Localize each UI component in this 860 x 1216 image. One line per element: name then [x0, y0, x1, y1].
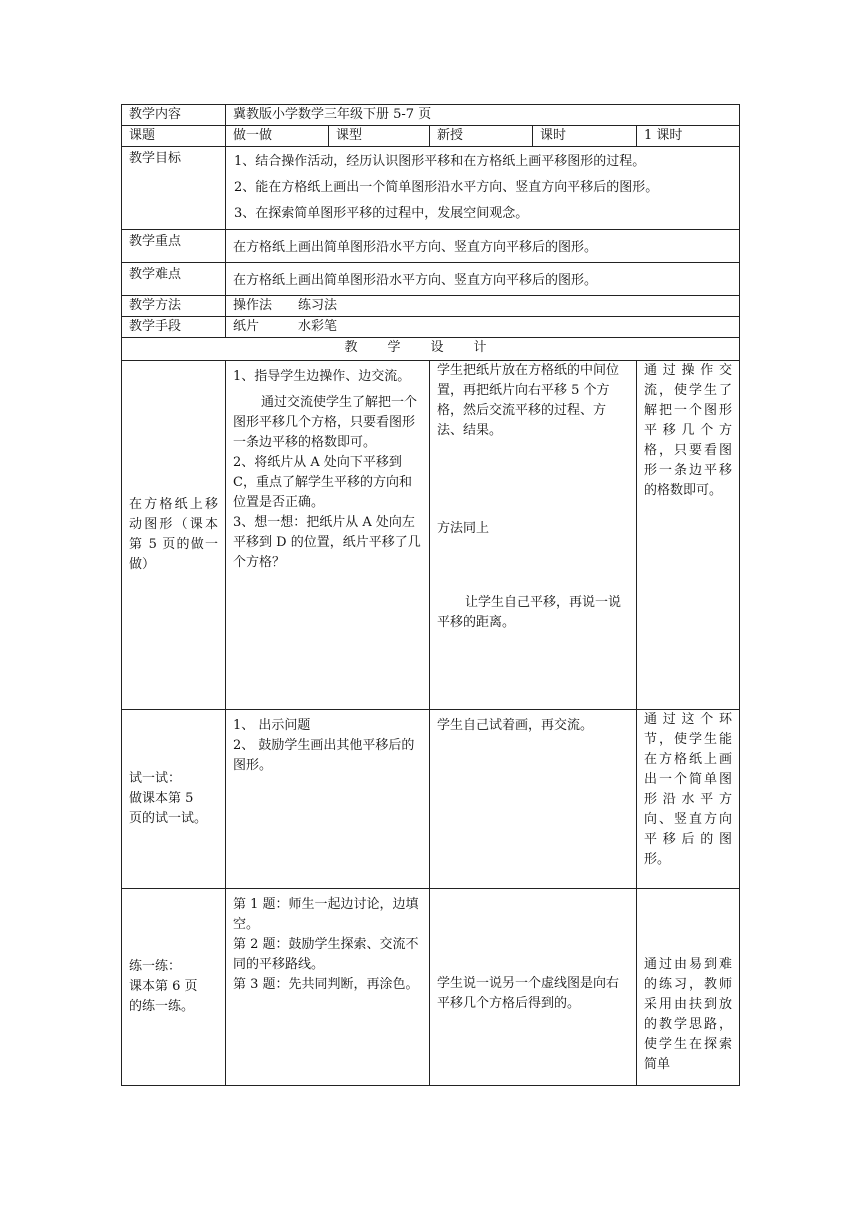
section-row [122, 710, 740, 889]
row-topic [122, 126, 740, 147]
row-method [122, 296, 740, 317]
row-content [122, 105, 740, 126]
teacher-activity [226, 710, 430, 889]
difficulty-label: 教学难点 [122, 263, 226, 296]
design-intent: 通过操作交流，使学生了解把一个图形平移几个方格，只要看图形一条边平移的格数即可。 [637, 361, 740, 710]
section-row [122, 889, 740, 1086]
student-step: 学生把纸片放在方格纸的中间位置，再把纸片向右平移 5 个方格，然后交流平移的过程、方法、结果。 [437, 363, 620, 438]
key-point-label: 教学重点 [122, 230, 226, 263]
teacher-step: 第 1 题：师生一起边讨论，边填空。 [233, 897, 419, 932]
goals-list [226, 147, 740, 230]
row-key-point [122, 230, 740, 263]
teacher-step: 通过交流使学生了解把一个图形平移几个方格，只要看图形一条边平移的格数即可。 [233, 395, 418, 450]
design-intent: 通过这个环节，使学生能在方格纸上画出一个简单图形沿水平方向、竖直方向平移后的图形。 [637, 710, 740, 889]
section-label-line: 的练一练。 [129, 999, 195, 1014]
teacher-step: 1、指导学生边操作、边交流。 [233, 369, 411, 384]
hours-value: 1 课时 [637, 126, 740, 147]
teacher-step: 2、 鼓励学生画出其他平移后的图形。 [233, 738, 415, 773]
content-value: 冀教版小学数学三年级下册 5-7 页 [226, 105, 740, 126]
section-label-line: 页的试一试。 [129, 811, 208, 826]
method-value: 操作法 练习法 [226, 296, 740, 317]
section-label: 在方格纸上移动图形（课本第 5 页的做一做） [122, 361, 226, 710]
lesson-plan-table [121, 104, 740, 1086]
design-title: 教学设计 [122, 338, 740, 361]
type-value: 新授 [430, 126, 533, 147]
section-label-line: 练一练： [129, 959, 182, 974]
row-difficulty [122, 263, 740, 296]
student-step: 学生自己试着画，再交流。 [437, 718, 594, 733]
teacher-step: 3、想一想：把纸片从 A 处向左平移到 D 的位置，纸片平移了几个方格？ [233, 515, 421, 570]
type-label: 课型 [329, 126, 430, 147]
goal-item: 2、能在方格纸上画出一个简单图形沿水平方向、竖直方向平移后的图形。 [234, 180, 659, 195]
goals-label: 教学目标 [122, 147, 226, 230]
goal-item: 3、在探索简单图形平移的过程中，发展空间观念。 [234, 206, 529, 221]
row-design-title [122, 338, 740, 361]
student-activity [430, 361, 637, 710]
content-label: 教学内容 [122, 105, 226, 126]
goal-item: 1、结合操作活动，经历认识图形平移和在方格纸上画平移图形的过程。 [234, 154, 646, 169]
teacher-activity [226, 361, 430, 710]
teacher-activity [226, 889, 430, 1086]
means-label: 教学手段 [122, 317, 226, 338]
section-label [122, 889, 226, 1086]
student-activity [430, 710, 637, 889]
topic-label: 课题 [122, 126, 226, 147]
teacher-step: 1、 出示问题 [233, 718, 311, 733]
teacher-step: 第 2 题：鼓励学生探索、交流不同的平移路线。 [233, 937, 419, 972]
student-activity [430, 889, 637, 1086]
student-step: 学生说一说另一个虚线图是向右平移几个方格后得到的。 [437, 976, 620, 1011]
means-value: 纸片 水彩笔 [226, 317, 740, 338]
design-intent: 通过由易到难的练习，教师采用由扶到放的教学思路，使学生在探索简单 [637, 889, 740, 1086]
row-means [122, 317, 740, 338]
row-goals [122, 147, 740, 230]
section-label [122, 710, 226, 889]
difficulty-value: 在方格纸上画出简单图形沿水平方向、竖直方向平移后的图形。 [226, 263, 740, 296]
section-label-line: 试一试： [129, 771, 182, 786]
student-step: 方法同上 [437, 521, 490, 536]
teacher-step: 2、将纸片从 A 处向下平移到 C，重点了解学生平移的方向和位置是否正确。 [233, 455, 412, 510]
section-label-line: 做课本第 5 [129, 791, 194, 806]
student-step: 让学生自己平移，再说一说平移的距离。 [437, 595, 622, 630]
method-label: 教学方法 [122, 296, 226, 317]
topic-value: 做一做 [226, 126, 329, 147]
section-label-line: 课本第 6 页 [129, 979, 198, 994]
section-row [122, 361, 740, 710]
teacher-step: 第 3 题：先共同判断，再涂色。 [233, 977, 419, 992]
key-point-value: 在方格纸上画出简单图形沿水平方向、竖直方向平移后的图形。 [226, 230, 740, 263]
hours-label: 课时 [533, 126, 637, 147]
